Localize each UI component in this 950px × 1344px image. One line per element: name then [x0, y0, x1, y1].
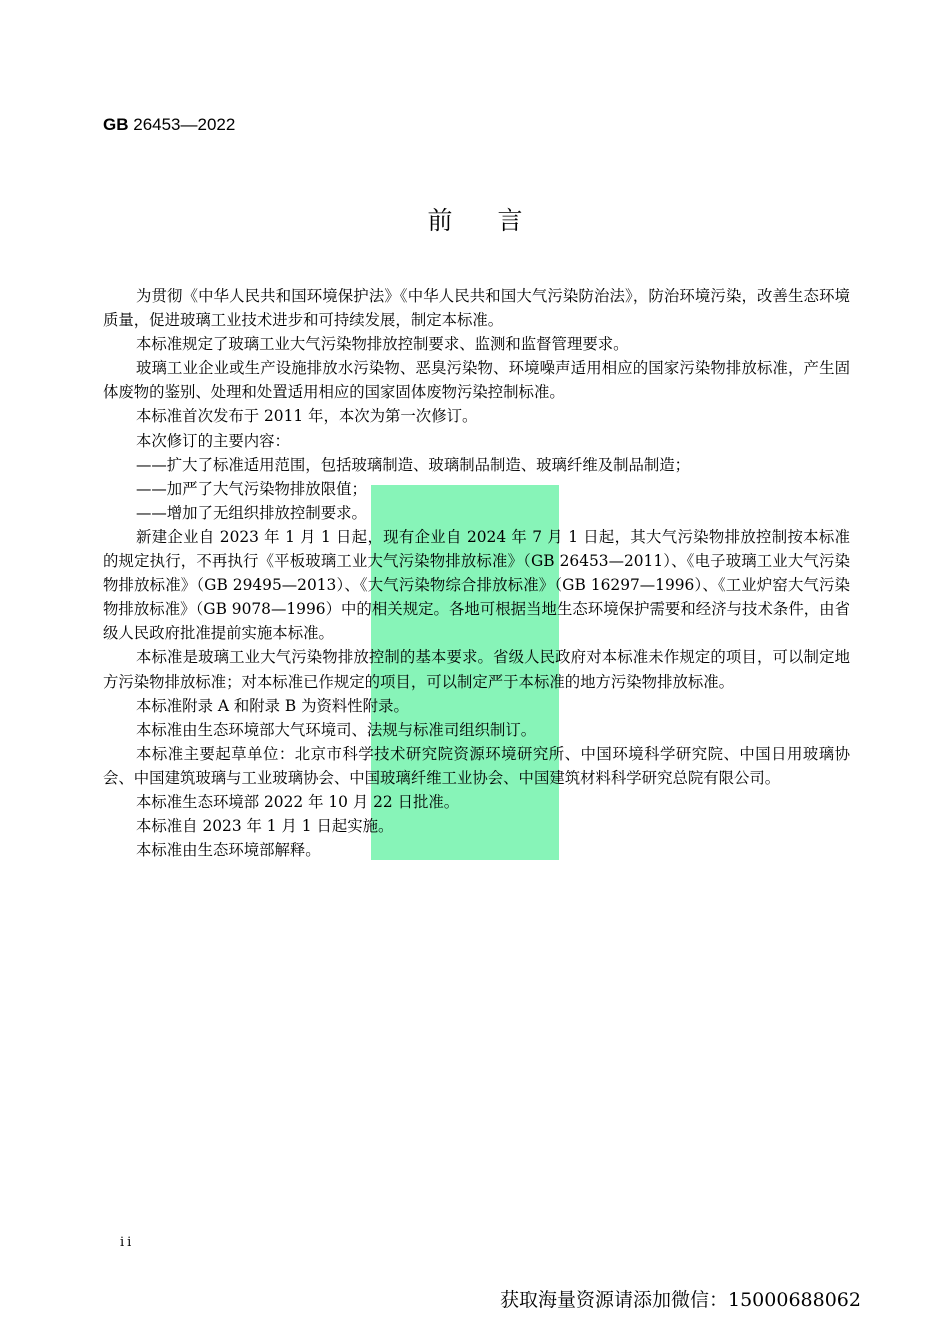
- standard-prefix: GB: [103, 115, 129, 134]
- paragraph-interpretation: 本标准由生态环境部解释。: [136, 841, 321, 860]
- paragraph-revision-intro: 本次修订的主要内容：: [136, 431, 290, 450]
- preface-body: [103, 284, 850, 862]
- footer-note: 获取海量资源请添加微信：15000688062: [500, 1289, 861, 1311]
- revision-item-fugitive: ——增加了无组织排放控制要求。: [136, 503, 367, 522]
- document-code: [103, 114, 235, 136]
- paragraph-drafters: 本标准主要起草单位：北京市科学技术研究院资源环境研究所、中国环境科学研究院、中国日用玻璃协会、中国建筑玻璃与工业玻璃协会、中国玻璃纤维工业协会、中国建筑材料科学研究总院有限公司。: [103, 744, 850, 787]
- paragraph-approval: 本标准生态环境部 2022 年 10 月 22 日批准。: [136, 792, 460, 811]
- paragraph-first-release: 本标准首次发布于 2011 年，本次为第一次修订。: [136, 407, 478, 426]
- paragraph-purpose: 为贯彻《中华人民共和国环境保护法》《中华人民共和国大气污染防治法》，防治环境污染，改善生态环境质量，促进玻璃工业技术进步和可持续发展，制定本标准。: [103, 287, 850, 330]
- paragraph-basic-requirement: 本标准是玻璃工业大气污染物排放控制的基本要求。省级人民政府对本标准未作规定的项目，可以制定地方污染物排放标准；对本标准已作规定的项目，可以制定严于本标准的地方污染物排放标准。: [103, 648, 850, 691]
- standard-number: 26453—2022: [133, 115, 236, 134]
- revision-item-scope: ——扩大了标准适用范围，包括玻璃制造、玻璃制品制造、玻璃纤维及制品制造；: [136, 455, 691, 474]
- revision-item-limits: ——加严了大气污染物排放限值；: [136, 479, 367, 498]
- paragraph-other-pollutants: 玻璃工业企业或生产设施排放水污染物、恶臭污染物、环境噪声适用相应的国家污染物排放标准，产生固体废物的鉴别、处理和处置适用相应的国家固体废物污染控制标准。: [103, 359, 850, 402]
- paragraph-organizer: 本标准由生态环境部大气环境司、法规与标准司组织制订。: [136, 720, 537, 739]
- paragraph-effective-date: 本标准自 2023 年 1 月 1 日起实施。: [136, 817, 394, 836]
- paragraph-scope: 本标准规定了玻璃工业大气污染物排放控制要求、监测和监督管理要求。: [136, 335, 629, 354]
- paragraph-implementation: 新建企业自 2023 年 1 月 1 日起，现有企业自 2024 年 7 月 1 日起，其大气污染物排放控制按本标准的规定执行，不再执行《平板玻璃工业大气污染物排放标准》（GB 26453—2011）、《电子玻璃工业大气污染物排放标准》（GB 29495—2013）、《大气污染物综合排放标准》（GB 16297—1996）、《工业炉窑大气污染物排放标准》（GB 9078—1996）中的相关规定。各地可根据当地生态环境保护需要和经济与技术条件，由省级人民政府批准提前实施本标准。: [103, 527, 850, 643]
- paragraph-appendix: 本标准附录 A 和附录 B 为资料性附录。: [136, 696, 409, 715]
- page-title: 前言: [427, 206, 568, 235]
- page-number: ii: [120, 1235, 135, 1250]
